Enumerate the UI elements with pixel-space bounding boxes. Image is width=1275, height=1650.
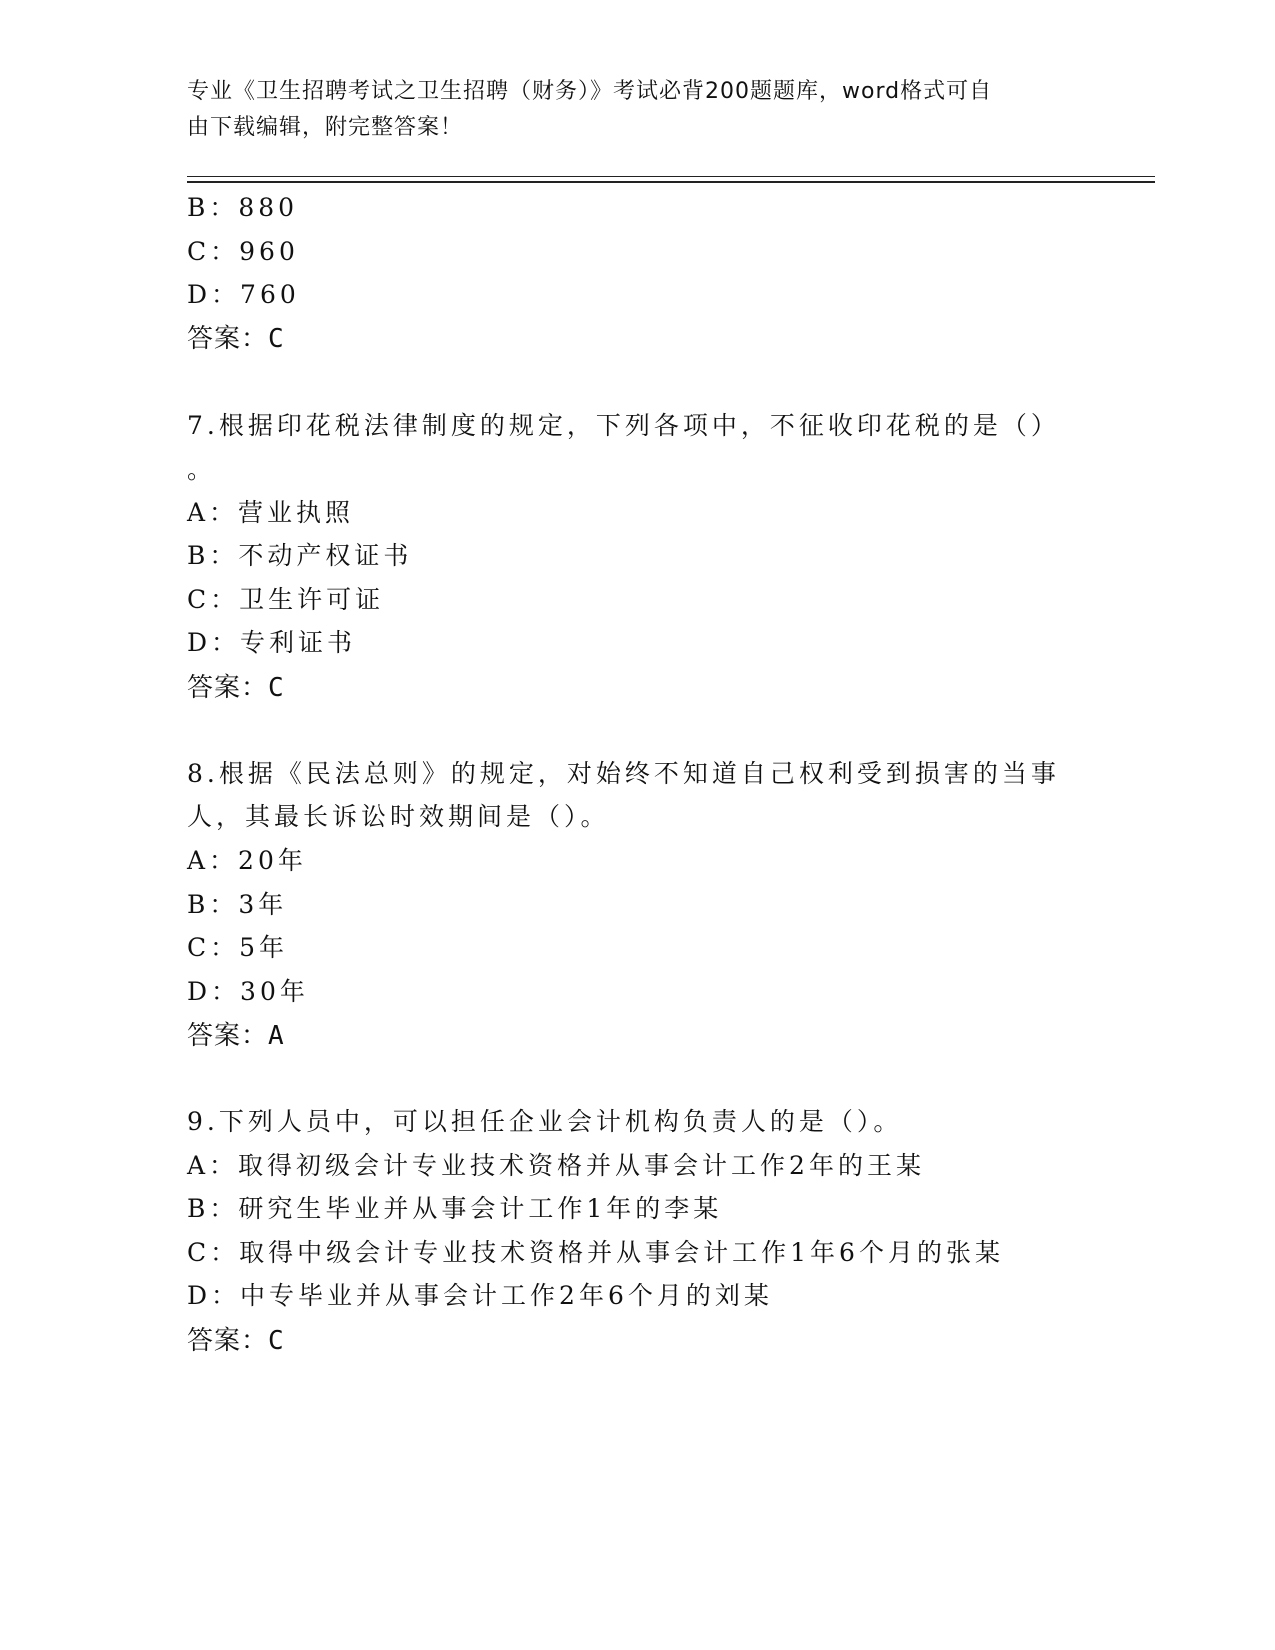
header-divider-thick bbox=[187, 181, 1155, 183]
answer-value: C bbox=[268, 1326, 285, 1356]
question-8-text-line-1: 8.根据《民法总则》的规定，对始终不知道自己权利受到损害的当事 bbox=[187, 759, 1060, 788]
option-b: B：880 bbox=[187, 193, 299, 222]
question-8-text-line-2: 人，其最长诉讼时效期间是（）。 bbox=[187, 802, 610, 831]
question-7-option-b: B：不动产权证书 bbox=[187, 541, 413, 570]
document-header bbox=[187, 74, 1067, 146]
question-9-text-line-1: 9.下列人员中，可以担任企业会计机构负责人的是（）。 bbox=[187, 1107, 903, 1136]
question-7-text-line-2: 。 bbox=[187, 455, 217, 484]
question-7-option-c: C：卫生许可证 bbox=[187, 585, 385, 614]
question-8-option-d: D：30年 bbox=[187, 977, 309, 1006]
question-9-option-d: D：中专毕业并从事会计工作2年6个月的刘某 bbox=[187, 1281, 773, 1310]
answer-label: 答案： bbox=[187, 673, 269, 703]
question-8-answer bbox=[187, 1015, 285, 1052]
question-7-text-line-1: 7.根据印花税法律制度的规定，下列各项中，不征收印花税的是（） bbox=[187, 411, 1060, 440]
answer-label: 答案： bbox=[187, 1021, 269, 1051]
header-title-line-2: 由下载编辑，附完整答案！ bbox=[187, 115, 464, 140]
header-title-line-1: 专业《卫生招聘考试之卫生招聘（财务）》考试必背200题题库，word格式可自 bbox=[187, 79, 993, 104]
answer-value: C bbox=[268, 673, 285, 703]
answer-line bbox=[187, 318, 285, 355]
question-7-answer bbox=[187, 667, 285, 704]
question-9-option-a: A：取得初级会计专业技术资格并从事会计工作2年的王某 bbox=[187, 1151, 925, 1180]
header-divider-thin bbox=[187, 176, 1155, 177]
question-9-answer bbox=[187, 1320, 285, 1357]
answer-label: 答案： bbox=[187, 1326, 269, 1356]
question-8-option-b: B：3年 bbox=[187, 890, 288, 919]
question-7-option-a: A：营业执照 bbox=[187, 498, 355, 527]
answer-value: A bbox=[268, 1021, 285, 1051]
question-9-option-b: B：研究生毕业并从事会计工作1年的李某 bbox=[187, 1194, 723, 1223]
question-7-option-d: D：专利证书 bbox=[187, 628, 357, 657]
question-9-option-c: C：取得中级会计专业技术资格并从事会计工作1年6个月的张某 bbox=[187, 1238, 1004, 1267]
answer-value: C bbox=[268, 324, 285, 354]
option-c: C：960 bbox=[187, 237, 299, 266]
question-8-option-a: A：20年 bbox=[187, 846, 307, 875]
option-d: D：760 bbox=[187, 280, 300, 309]
question-8-option-c: C：5年 bbox=[187, 933, 289, 962]
answer-label: 答案： bbox=[187, 324, 269, 354]
